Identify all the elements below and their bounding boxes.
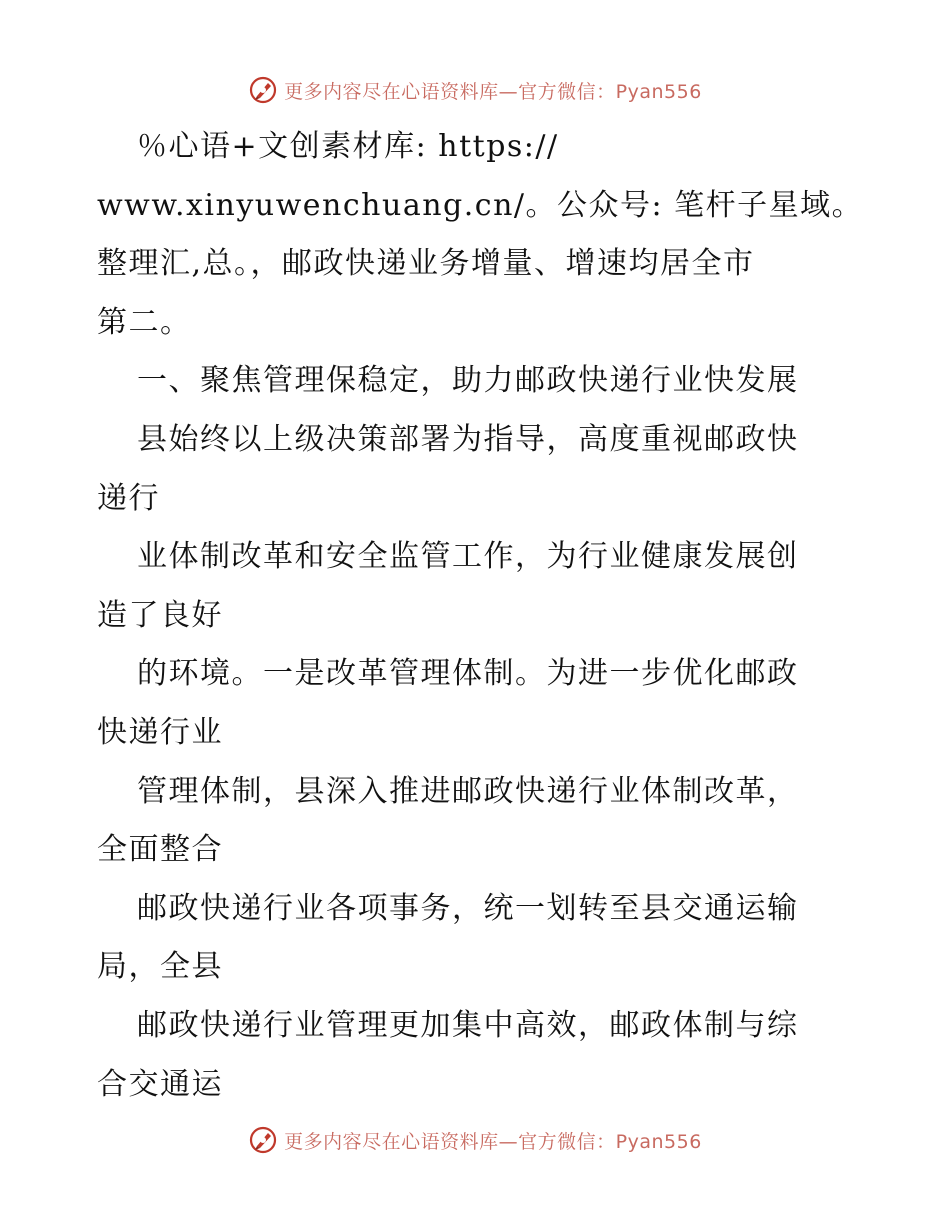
banner-text: 更多内容尽在心语资料库—官方微信：Pyan556 <box>284 1130 702 1153</box>
text-line: 快递行业 <box>97 714 223 750</box>
footer-banner <box>0 1120 950 1160</box>
text-line: 全面整合 <box>97 832 223 868</box>
text-line: 一、聚焦管理保稳定，助力邮政快递行业快发展 <box>137 363 799 399</box>
text-line: 造了良好 <box>97 597 223 633</box>
text-line: ％心语+文创素材库: https:// <box>137 129 559 164</box>
banner-text: 更多内容尽在心语资料库—官方微信：Pyan556 <box>284 80 702 103</box>
text-line: 整理汇,总。，邮政快递业务增量、增速均居全市 <box>97 246 755 282</box>
text-line: 递行 <box>97 480 160 516</box>
pen-logo-icon <box>248 75 278 105</box>
header-banner <box>0 70 950 110</box>
text-line: 县始终以上级决策部署为指导，高度重视邮政快 <box>137 421 799 457</box>
text-line: 合交通运 <box>97 1066 223 1102</box>
document-body <box>97 118 864 1114</box>
text-line: 业体制改革和安全监管工作，为行业健康发展创 <box>137 539 799 575</box>
text-line: www.xinyuwenchuang.cn/。公众号: 笔杆子星域。 <box>97 187 864 223</box>
text-line: 的环境。一是改革管理体制。为进一步优化邮政 <box>137 656 799 692</box>
pen-logo-icon <box>248 1125 278 1155</box>
text-line: 第二。 <box>97 304 192 340</box>
text-line: 管理体制，县深入推进邮政快递行业体制改革， <box>137 773 799 809</box>
text-line: 邮政快递行业各项事务，统一划转至县交通运输 <box>137 890 799 926</box>
text-line: 邮政快递行业管理更加集中高效，邮政体制与综 <box>137 1007 799 1043</box>
text-line: 局，全县 <box>97 949 223 985</box>
